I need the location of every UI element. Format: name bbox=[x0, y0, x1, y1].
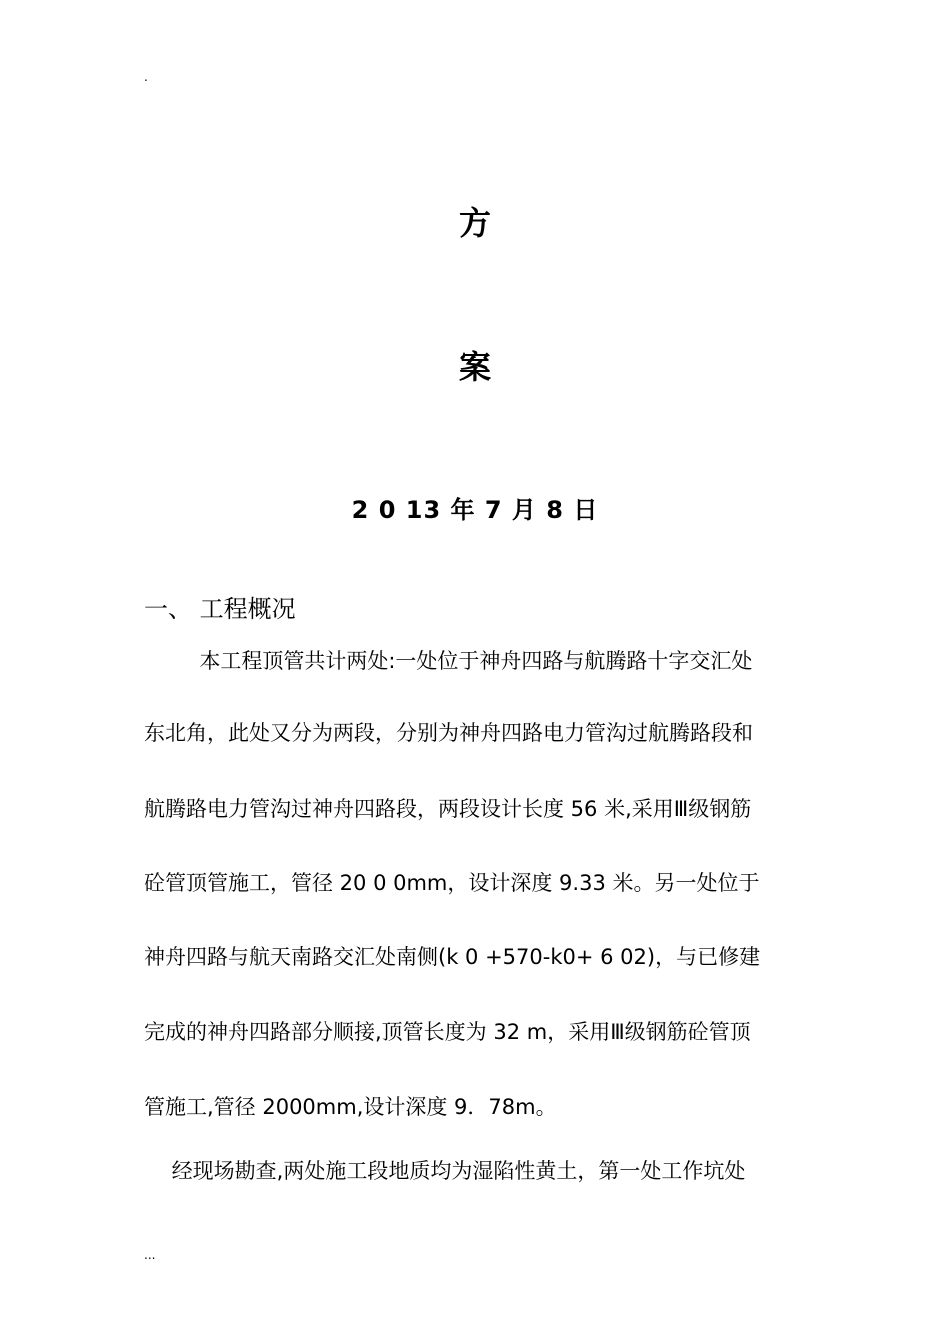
document-date: 2 0 13 年 7 月 8 日 bbox=[351, 496, 599, 524]
paragraph-line: 经现场勘查,两处施工段地质均为湿陷性黄土，第一处工作坑处 bbox=[144, 1159, 746, 1183]
paragraph-line: 航腾路电力管沟过神舟四路段，两段设计长度 56 米,采用Ⅲ级钢筋 bbox=[144, 797, 752, 821]
section-heading: 一、 工程概况 bbox=[144, 595, 296, 623]
paragraph-line: 砼管顶管施工，管径 20 0 0mm，设计深度 9.33 米。另一处位于 bbox=[144, 871, 760, 895]
paragraph-line: 东北角，此处又分为两段，分别为神舟四路电力管沟过航腾路段和 bbox=[144, 721, 753, 745]
header-mark: . bbox=[144, 70, 148, 84]
paragraph-line: 本工程顶管共计两处:一处位于神舟四路与航腾路十字交汇处 bbox=[144, 649, 753, 673]
paragraph-line: 完成的神舟四路部分顺接,顶管长度为 32 m，采用Ⅲ级钢筋砼管顶 bbox=[144, 1020, 751, 1044]
paragraph-line: 管施工,管径 2000mm,设计深度 9．78m。 bbox=[144, 1095, 557, 1119]
paragraph-line: 神舟四路与航天南路交汇处南侧(k 0 +570-k0+ 6 02)，与已修建 bbox=[144, 945, 761, 969]
title-char-1: 方 bbox=[458, 204, 491, 242]
title-char-2: 案 bbox=[458, 348, 491, 386]
footer-mark: ... bbox=[144, 1248, 156, 1262]
